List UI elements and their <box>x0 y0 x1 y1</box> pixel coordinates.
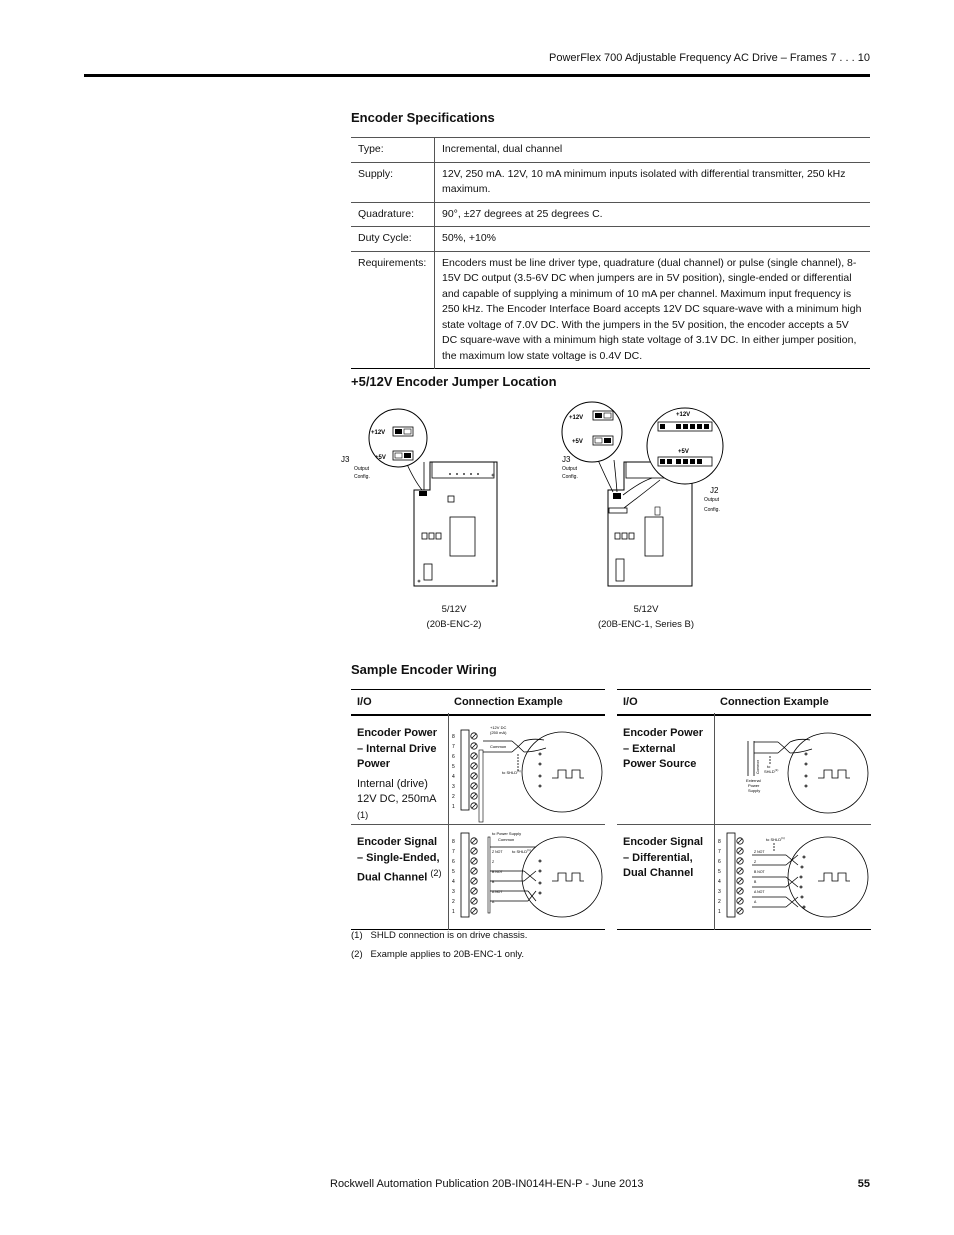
page-number: 55 <box>857 1178 870 1190</box>
svg-text:Output: Output <box>354 466 370 472</box>
terminal-screw-slot <box>738 879 742 883</box>
terminal-screw-slot <box>472 764 476 768</box>
signal-label: A <box>754 900 757 904</box>
svg-text:Output: Output <box>562 466 578 472</box>
wiring-row-external-power: Encoder Power – External Power Source Common External Power Supply to SHLD$^{(1)}$ <box>617 716 871 825</box>
svg-text:Supply: Supply <box>748 788 761 793</box>
terminal-screw-slot <box>472 794 476 798</box>
terminal-number: 4 <box>452 774 455 780</box>
callout-12v-label: +12V <box>371 430 386 436</box>
diagram-single-ended <box>448 825 605 929</box>
terminal-screw-slot <box>472 744 476 748</box>
terminal-number: 3 <box>718 889 721 895</box>
terminal-number: 7 <box>452 744 455 750</box>
terminal-screw-slot <box>472 859 476 863</box>
running-header: PowerFlex 700 Adjustable Frequency AC Drive – Frames 7 . . . 10 <box>549 52 870 64</box>
terminal-number: 5 <box>452 869 455 875</box>
wiring-table-header: I/O Connection Example <box>617 689 871 716</box>
svg-text:Output: Output <box>704 497 720 503</box>
jumper-location-heading: +5/12V Encoder Jumper Location <box>351 374 557 389</box>
callout-5v-label: +5V <box>375 455 386 461</box>
wiring-table-left <box>351 689 605 930</box>
terminal-number: 8 <box>718 839 721 845</box>
terminal-number: 4 <box>718 879 721 885</box>
signal-label: A NOT <box>492 890 503 894</box>
diagram-external-power <box>714 716 871 824</box>
terminal-number: 1 <box>718 909 721 915</box>
wiring-row-single-ended: Encoder Signal – Single-Ended, Dual Channel $^{(2)}$ 8 7 6 5 4 3 2 1 to Power Supply Common to SHLD$^{(1)}$ Z NOT Z B NOT B A NOT A <box>351 825 605 930</box>
wiring-table-header: I/O Connection Example <box>351 689 605 716</box>
terminal-number: 8 <box>452 734 455 740</box>
terminal-number: 6 <box>452 754 455 760</box>
svg-text:Common: Common <box>756 759 760 774</box>
j2-label: J2 <box>710 486 719 495</box>
terminal-number: 1 <box>452 804 455 810</box>
terminal-number: 4 <box>452 879 455 885</box>
terminal-number: 8 <box>452 839 455 845</box>
terminal-screw-slot <box>472 879 476 883</box>
signal-label: A NOT <box>754 890 765 894</box>
terminal-number: 3 <box>452 784 455 790</box>
table-row: Requirements: Encoders must be line driver type, quadrature (dual channel) or pulse (single channel), 8-15V DC output (3.5-6V DC when jumpers are in 5V position), single-ended or differential and capable of supplying a minimum of 10 mA per channel. Maximum input frequency is 250 kHz. The Encoder Interface Board accepts 12V DC square-wave with a minimum high state voltage of 7.0V DC. With the jumpers in the 5V position, the encoder accepts a 5V DC square-wave with a minimum high state voltage of 3.1V DC. In either jumper position, the maximum low state voltage is 0.4V DC. <box>351 251 870 369</box>
svg-text:to SHLD(1): to SHLD$^{(1)}$ <box>766 836 785 842</box>
terminal-number: 7 <box>452 849 455 855</box>
signal-label: Z <box>492 860 495 864</box>
svg-text:Config.: Config. <box>354 474 370 480</box>
terminal-screw-slot <box>738 839 742 843</box>
terminal-number: 6 <box>452 859 455 865</box>
svg-text:Config.: Config. <box>562 474 578 480</box>
svg-text:+12V DC: +12V DC <box>490 725 507 730</box>
callout-12v-label: +12V <box>569 415 584 421</box>
terminal-screw-slot <box>472 754 476 758</box>
svg-text:to SHLD(1): to SHLD$^{(1)}$ <box>502 769 521 775</box>
terminal-screw-slot <box>738 859 742 863</box>
sample-encoder-wiring-heading: Sample Encoder Wiring <box>351 662 497 677</box>
encoder-board-20b-enc-2 <box>341 409 497 586</box>
encoder-specifications-heading: Encoder Specifications <box>351 110 495 125</box>
terminal-number: 3 <box>452 889 455 895</box>
signal-label: B <box>754 880 757 884</box>
terminal-number: 5 <box>718 869 721 875</box>
terminal-number: 1 <box>452 909 455 915</box>
j3-label: J3 <box>562 455 571 464</box>
terminal-number: 6 <box>718 859 721 865</box>
svg-text:to Power Supply: to Power Supply <box>492 831 522 836</box>
signal-label: B NOT <box>754 870 765 874</box>
svg-text:SHLD(1): SHLD$^{(1)}$ <box>764 768 779 774</box>
terminal-screw-slot <box>472 804 476 808</box>
signal-label: Z NOT <box>754 850 765 854</box>
signal-label: Z NOT <box>492 850 503 854</box>
wiring-row-internal-power: Encoder Power – Internal Drive Power Internal (drive) 12V DC, 250mA $^{(1)}$ 8 7 6 5 4 3 2 1 +12V DC (250 mA) Common to SHLD$^{(1)}$ <box>351 716 605 825</box>
table-row: Duty Cycle: 50%, +10% <box>351 227 870 252</box>
encoder-spec-table <box>351 137 870 369</box>
svg-text:Config.: Config. <box>704 507 720 513</box>
j2-12v-label: +12V <box>676 412 691 418</box>
encoder-board-20b-enc-1-series-b <box>562 402 723 586</box>
terminal-number: 5 <box>452 764 455 770</box>
terminal-screw-slot <box>738 899 742 903</box>
terminal-number: 2 <box>718 899 721 905</box>
svg-text:Common: Common <box>498 837 515 842</box>
svg-text:Power: Power <box>748 783 760 788</box>
terminal-screw-slot <box>738 909 742 913</box>
terminal-screw-slot <box>738 869 742 873</box>
table-row: Quadrature: 90°, ±27 degrees at 25 degrees C. <box>351 202 870 227</box>
svg-text:(250 mA): (250 mA) <box>490 730 507 735</box>
jumper-location-diagram <box>340 400 730 610</box>
signal-label: Z <box>754 860 757 864</box>
terminal-screw-slot <box>472 909 476 913</box>
j2-5v-label: +5V <box>678 449 689 455</box>
terminal-screw-slot <box>472 869 476 873</box>
terminal-number: 7 <box>718 849 721 855</box>
callout-5v-label: +5V <box>572 439 583 445</box>
svg-text:to: to <box>767 764 771 769</box>
table-row: Supply: 12V, 250 mA. 12V, 10 mA minimum inputs isolated with differential transmitter, 250 kHz maximum. <box>351 162 870 202</box>
terminal-screw-slot <box>738 889 742 893</box>
wiring-row-differential: Encoder Signal – Differential, Dual Channel 8 7 6 5 4 3 2 1 to SHLD$^{(1)}$ Z NOT Z B NOT B A NOT A <box>617 825 871 930</box>
terminal-screw-slot <box>472 774 476 778</box>
board1-caption: 5/12V (20B-ENC-2) <box>426 604 482 630</box>
board2-caption: 5/12V (20B-ENC-1, Series B) <box>597 604 695 630</box>
diagram-differential <box>714 825 871 929</box>
svg-text:External: External <box>746 778 761 783</box>
terminal-screw-slot <box>472 734 476 738</box>
terminal-number: 2 <box>452 794 455 800</box>
footnote-1: (1) SHLD connection is on drive chassis. <box>351 930 528 941</box>
signal-label: B <box>492 880 495 884</box>
signal-label: B NOT <box>492 870 503 874</box>
table-row: Type: Incremental, dual channel <box>351 138 870 163</box>
terminal-screw-slot <box>738 849 742 853</box>
j3-label: J3 <box>341 455 350 464</box>
terminal-screw-slot <box>472 849 476 853</box>
terminal-screw-slot <box>472 839 476 843</box>
terminal-number: 2 <box>452 899 455 905</box>
header-rule <box>84 74 870 77</box>
terminal-screw-slot <box>472 784 476 788</box>
svg-text:Common: Common <box>490 744 507 749</box>
signal-label: A <box>492 900 495 904</box>
footnote-2: (2) Example applies to 20B-ENC-1 only. <box>351 949 525 960</box>
wiring-table-right <box>617 689 871 930</box>
terminal-screw-slot <box>472 899 476 903</box>
diagram-internal-power <box>448 716 605 824</box>
svg-text:to SHLD(1): to SHLD$^{(1)}$ <box>512 848 531 854</box>
footer-publication: Rockwell Automation Publication 20B-IN014H-EN-P - June 2013 <box>330 1178 644 1190</box>
terminal-screw-slot <box>472 889 476 893</box>
